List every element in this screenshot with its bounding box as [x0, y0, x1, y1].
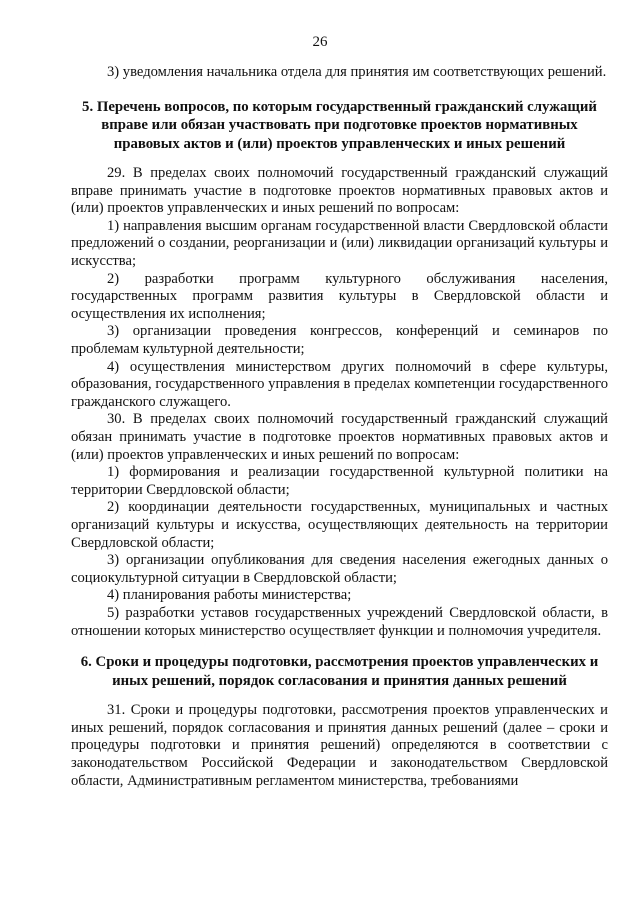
list-item-30-2: 2) координации деятельности государственных, муниципальных и частных организаций культуры и искусства, осуществляющих деятельность на территории Свердловской области;	[71, 499, 608, 551]
list-item-30-3: 3) организации опубликования для сведения населения ежегодных данных о социокультурной ситуации в Свердловской области;	[71, 552, 608, 586]
paragraph-30: 30. В пределах своих полномочий государственный гражданский служащий обязан принимать участие в подготовке проектов нормативных правовых актов и (или) проектов управленческих и иных решений по вопросам:	[71, 411, 608, 463]
section-6-heading: 6. Сроки и процедуры подготовки, рассмотрения проектов управленческих и иных решений, порядок согласования и принятия данных решений	[80, 654, 599, 689]
list-item-29-2: 2) разработки программ культурного обслуживания населения, государственных программ развития культуры в Свердловской области и осуществления их исполнения;	[71, 270, 608, 322]
intro-item: 3) уведомления начальника отдела для принятия им соответствующих решений.	[107, 64, 607, 80]
document-body	[71, 64, 608, 790]
list-item-29-4: 4) осуществления министерством других полномочий в сфере культуры, образования, государственного управления в пределах компетенции государственного гражданского служащего.	[71, 358, 608, 410]
list-item-30-5: 5) разработки уставов государственных учреждений Свердловской области, в отношении которых министерство осуществляет функции и полномочия учредителя.	[71, 604, 608, 639]
list-item-30-4: 4) планирования работы министерства;	[107, 587, 352, 604]
paragraph-31: 31. Сроки и процедуры подготовки, рассмотрения проектов управленческих и иных решений, порядок согласования и принятия данных решений (далее – сроки и процедуры подготовки и принятия решений) определяются в соответствии с законодательством Российской Федерации и законодательством Свердловской области, Административным регламентом министерства, требованиями	[71, 702, 608, 789]
paragraph-29: 29. В пределах своих полномочий государственный гражданский служащий вправе принимать участие в подготовке проектов нормативных правовых актов и (или) проектов управленческих и иных решений по вопросам:	[71, 165, 608, 217]
list-item-30-1: 1) формирования и реализации государственной культурной политики на территории Свердловской области;	[71, 464, 608, 498]
list-item-29-1: 1) направления высшим органам государственной власти Свердловской области предложений о создании, реорганизации и (или) ликвидации организаций культуры и искусства;	[71, 217, 608, 270]
list-item-29-3: 3) организации проведения конгрессов, конференций и семинаров по проблемам культурной деятельности;	[71, 323, 608, 358]
section-5-heading: 5. Перечень вопросов, по которым государственный гражданский служащий вправе или обязан участвовать при подготовке проектов нормативных правовых актов и (или) проектов управленческих и иных решений	[82, 98, 597, 152]
page-number: 26	[312, 34, 328, 50]
